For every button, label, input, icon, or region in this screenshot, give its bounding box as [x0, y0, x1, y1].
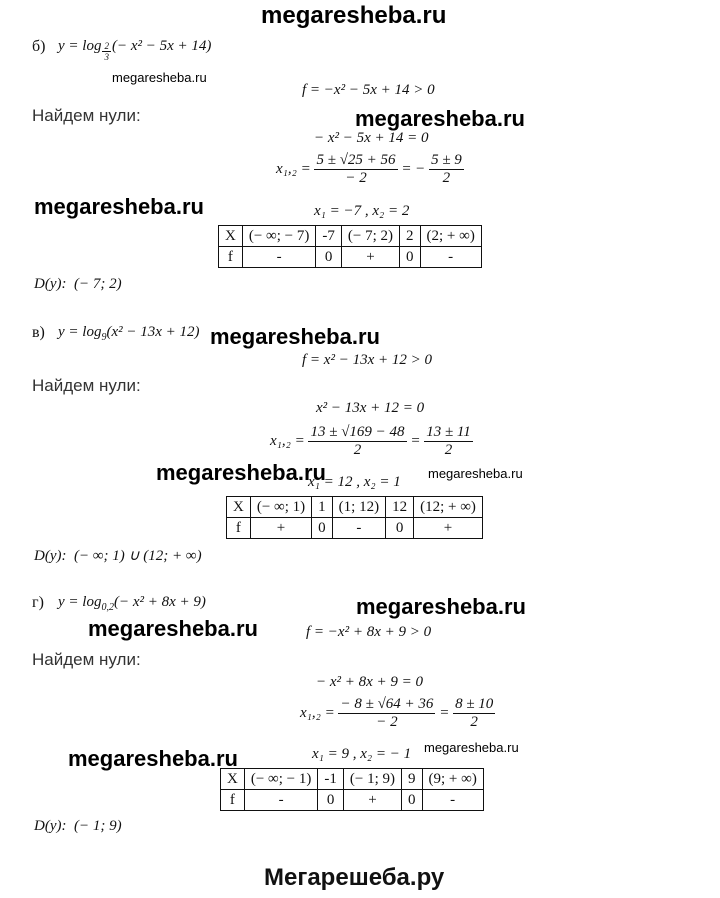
table-cell: + [343, 790, 401, 811]
part-b-equation: − x² − 5x + 14 = 0 [314, 130, 429, 146]
part-g-func-prefix: y = log [58, 594, 102, 610]
table-row [219, 226, 482, 247]
domain-label: D(y): [34, 818, 67, 834]
table-cell: X [221, 769, 245, 790]
table-cell: 12 [386, 497, 414, 518]
table-cell: (12; + ∞) [414, 497, 483, 518]
table-cell: (2; + ∞) [420, 226, 481, 247]
part-g-frac1: $\frac{- 8 \pm √64 + 36}{- 2}$ [340, 696, 434, 730]
domain-label: D(y): [34, 548, 67, 564]
table-cell: (− ∞; − 7) [242, 226, 316, 247]
domain-value: (− 7; 2) [73, 276, 122, 292]
part-v-frac2: $\frac{13 \pm 11}{2}$ [426, 424, 471, 458]
part-v-frac1: $\frac{13 \pm √169 - 48}{2}$ [310, 424, 405, 458]
part-g-inequality: f = −x² + 8x + 9 > 0 [306, 624, 432, 640]
watermark-top: megaresheba.ru [261, 2, 447, 29]
part-v-label: в) [32, 324, 45, 341]
part-v-find-zeros: Найдем нули: [32, 376, 141, 395]
part-g-roots-lhs: x₁,₂ = [300, 704, 335, 721]
part-b-find-zeros: Найдем нули: [32, 106, 141, 125]
part-g-equation: − x² + 8x + 9 = 0 [316, 674, 424, 690]
table-row [227, 497, 483, 518]
part-g-find-zeros: Найдем нули: [32, 650, 141, 669]
watermark-big-5: megaresheba.ru [356, 594, 526, 619]
part-v-log-base: 9 [101, 332, 107, 343]
part-g-func-arg: (− x² + 8x + 9) [113, 594, 206, 610]
table-row [221, 769, 484, 790]
domain-value: (− 1; 9) [73, 818, 122, 834]
part-g-label: г) [32, 594, 44, 611]
part-b-roots-formula [276, 152, 464, 187]
part-b-sign-table [218, 225, 482, 268]
domain-label: D(y): [34, 276, 67, 292]
part-g-frac2: $\frac{8 \pm 10}{2}$ [455, 696, 494, 730]
part-v-roots-formula: x₁,₂ = $\frac{13 \pm √169 - 48}{2}$ = $\frac{13 \pm 11}{2}$ [270, 424, 471, 458]
part-g-roots: x₁ = 9 , x₂ = − 1 [312, 746, 412, 762]
part-v-func-arg: (x² − 13x + 12) [106, 324, 200, 340]
part-g-log-base: 0,2 [101, 602, 114, 613]
part-g-domain [34, 818, 122, 835]
table-cell: + [250, 518, 311, 539]
table-row [219, 247, 482, 268]
table-cell: 2 [400, 226, 421, 247]
part-b-frac1: $\frac{5 \pm √25 + 56}{- 2}$ [316, 152, 396, 186]
part-g-roots-formula: x₁,₂ = $\frac{- 8 \pm √64 + 36}{- 2}$ = $\frac{8 \pm 10}{2}$ [300, 696, 494, 730]
part-b-domain [34, 276, 122, 293]
watermark-small-3: megaresheba.ru [424, 740, 519, 755]
part-v-roots-lhs: x₁,₂ = [270, 432, 305, 449]
table-cell: f [227, 518, 251, 539]
domain-value: (− ∞; 1) ∪ (12; + ∞) [73, 548, 202, 564]
part-b-log-base: $\frac{2}{3}$ [104, 41, 109, 62]
part-b-eq-mid: = − [401, 160, 426, 177]
table-cell: - [422, 790, 483, 811]
table-cell: 1 [312, 497, 333, 518]
table-cell: X [219, 226, 243, 247]
table-cell: (− ∞; 1) [250, 497, 311, 518]
part-g-sign-table [220, 768, 484, 811]
table-cell: + [341, 247, 399, 268]
part-v-function [58, 324, 200, 343]
table-cell: 0 [386, 518, 414, 539]
part-v-domain [34, 546, 202, 565]
table-cell: - [420, 247, 481, 268]
table-cell: X [227, 497, 251, 518]
table-cell: -1 [318, 769, 344, 790]
table-cell: (1; 12) [332, 497, 385, 518]
watermark-small-1: megaresheba.ru [112, 70, 207, 85]
table-cell: (− 7; 2) [341, 226, 399, 247]
part-b-roots-lhs: x₁,₂ = [276, 160, 311, 177]
watermark-big-2: megaresheba.ru [34, 194, 204, 219]
table-cell: + [414, 518, 483, 539]
part-v-func-prefix: y = log [58, 324, 102, 340]
part-b-func-arg: (− x² − 5x + 14) [111, 38, 212, 54]
table-cell: f [219, 247, 243, 268]
table-cell: (− 1; 9) [343, 769, 401, 790]
part-v-inequality: f = x² − 13x + 12 > 0 [302, 352, 432, 368]
table-cell: (9; + ∞) [422, 769, 483, 790]
table-cell: - [332, 518, 385, 539]
part-b-inequality: f = −x² − 5x + 14 > 0 [302, 82, 435, 98]
watermark-big-4: megaresheba.ru [156, 460, 326, 485]
part-g-function [58, 594, 206, 613]
part-v-sign-table [226, 496, 483, 539]
watermark-big-6: megaresheba.ru [88, 616, 258, 641]
watermark-big-1: megaresheba.ru [355, 106, 525, 131]
part-b-func-prefix: y = log [58, 38, 102, 54]
table-cell: 0 [400, 247, 421, 268]
table-cell: -7 [316, 226, 342, 247]
table-cell: - [244, 790, 318, 811]
table-row [221, 790, 484, 811]
table-cell: 0 [312, 518, 333, 539]
table-cell: 0 [316, 247, 342, 268]
part-v-equation: x² − 13x + 12 = 0 [316, 400, 425, 416]
table-cell: 0 [402, 790, 423, 811]
table-cell: (− ∞; − 1) [244, 769, 318, 790]
part-b-function [58, 38, 211, 62]
watermark-big-3: megaresheba.ru [210, 324, 380, 349]
table-cell: 0 [318, 790, 344, 811]
table-cell: - [242, 247, 316, 268]
watermark-big-7: megaresheba.ru [68, 746, 238, 771]
footer-brand: Мегарешеба.ру [264, 864, 445, 891]
table-row [227, 518, 483, 539]
part-b-label: б) [32, 38, 46, 55]
table-cell: f [221, 790, 245, 811]
watermark-small-2: megaresheba.ru [428, 466, 523, 481]
part-b-frac2: $\frac{5 \pm 9}{2}$ [431, 152, 462, 186]
part-b-roots: x₁ = −7 , x₂ = 2 [314, 203, 410, 219]
part-v-roots: x₁ = 12 , x₂ = 1 [308, 474, 401, 490]
table-cell: 9 [402, 769, 423, 790]
